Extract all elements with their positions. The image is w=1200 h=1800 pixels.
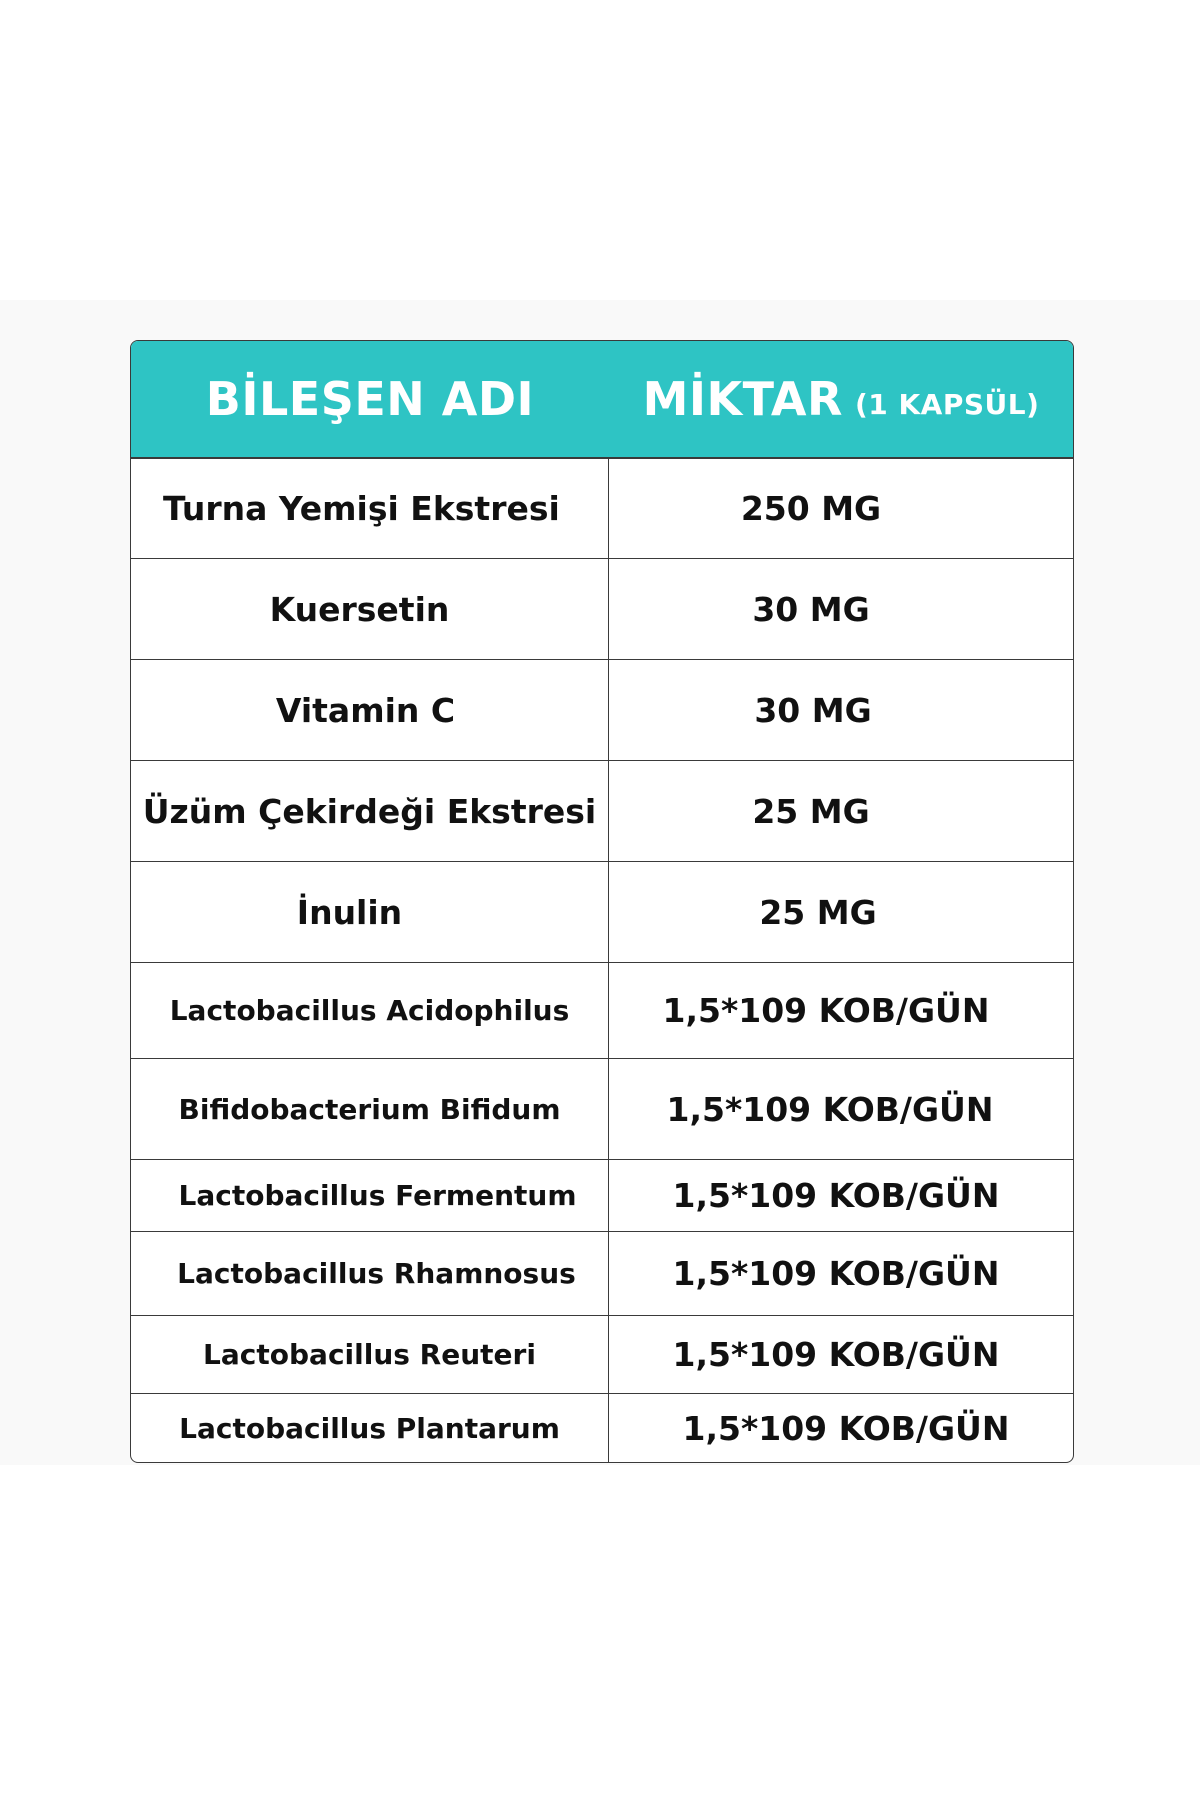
table-row	[131, 1232, 1073, 1316]
ingredient-amount: 1,5*109 KOB/GÜN	[672, 1335, 1000, 1374]
ingredient-name: Lactobacillus Fermentum	[131, 1160, 609, 1231]
table-row	[131, 1394, 1073, 1462]
table-row	[131, 963, 1073, 1059]
ingredient-amount: 1,5*109 KOB/GÜN	[666, 1089, 994, 1129]
ingredient-name: Turna Yemişi Ekstresi	[131, 459, 609, 558]
header-ingredient-label: BİLEŞEN ADI	[205, 372, 535, 426]
table-row	[131, 1059, 1073, 1160]
ingredient-name: Lactobacillus Acidophilus	[131, 963, 609, 1058]
table-row	[131, 1316, 1073, 1394]
ingredient-name: Lactobacillus Reuteri	[131, 1316, 609, 1393]
table-header	[131, 341, 1073, 459]
ingredient-name: Kuersetin	[131, 559, 609, 659]
table-row	[131, 862, 1073, 963]
ingredient-amount: 1,5*109 KOB/GÜN	[662, 991, 990, 1030]
header-amount-sub: (1 KAPSÜL)	[854, 387, 1040, 421]
ingredient-amount: 30 MG	[754, 690, 872, 730]
header-amount-label: MİKTAR	[642, 372, 843, 426]
header-ingredient-name	[131, 341, 609, 457]
ingredient-name: Lactobacillus Plantarum	[131, 1394, 609, 1462]
ingredient-name: Bifidobacterium Bifidum	[131, 1059, 609, 1159]
table-row	[131, 559, 1073, 660]
ingredient-name: İnulin	[131, 862, 609, 962]
ingredient-name: Lactobacillus Rhamnosus	[131, 1232, 609, 1315]
ingredient-amount: 1,5*109 KOB/GÜN	[672, 1176, 1000, 1215]
ingredients-table	[130, 340, 1074, 1463]
ingredient-name: Vitamin C	[131, 660, 609, 760]
table-row	[131, 660, 1073, 761]
ingredient-amount: 250 MG	[740, 489, 882, 528]
table-row	[131, 1160, 1073, 1232]
table-row	[131, 761, 1073, 862]
header-amount	[609, 341, 1073, 457]
ingredient-amount: 30 MG	[752, 589, 870, 629]
table-row	[131, 459, 1073, 559]
ingredient-amount: 1,5*109 KOB/GÜN	[682, 1408, 1010, 1448]
ingredient-amount: 25 MG	[759, 892, 877, 932]
ingredient-name: Üzüm Çekirdeği Ekstresi	[131, 761, 609, 861]
ingredient-amount: 25 MG	[752, 791, 870, 831]
ingredient-amount: 1,5*109 KOB/GÜN	[672, 1254, 1000, 1293]
